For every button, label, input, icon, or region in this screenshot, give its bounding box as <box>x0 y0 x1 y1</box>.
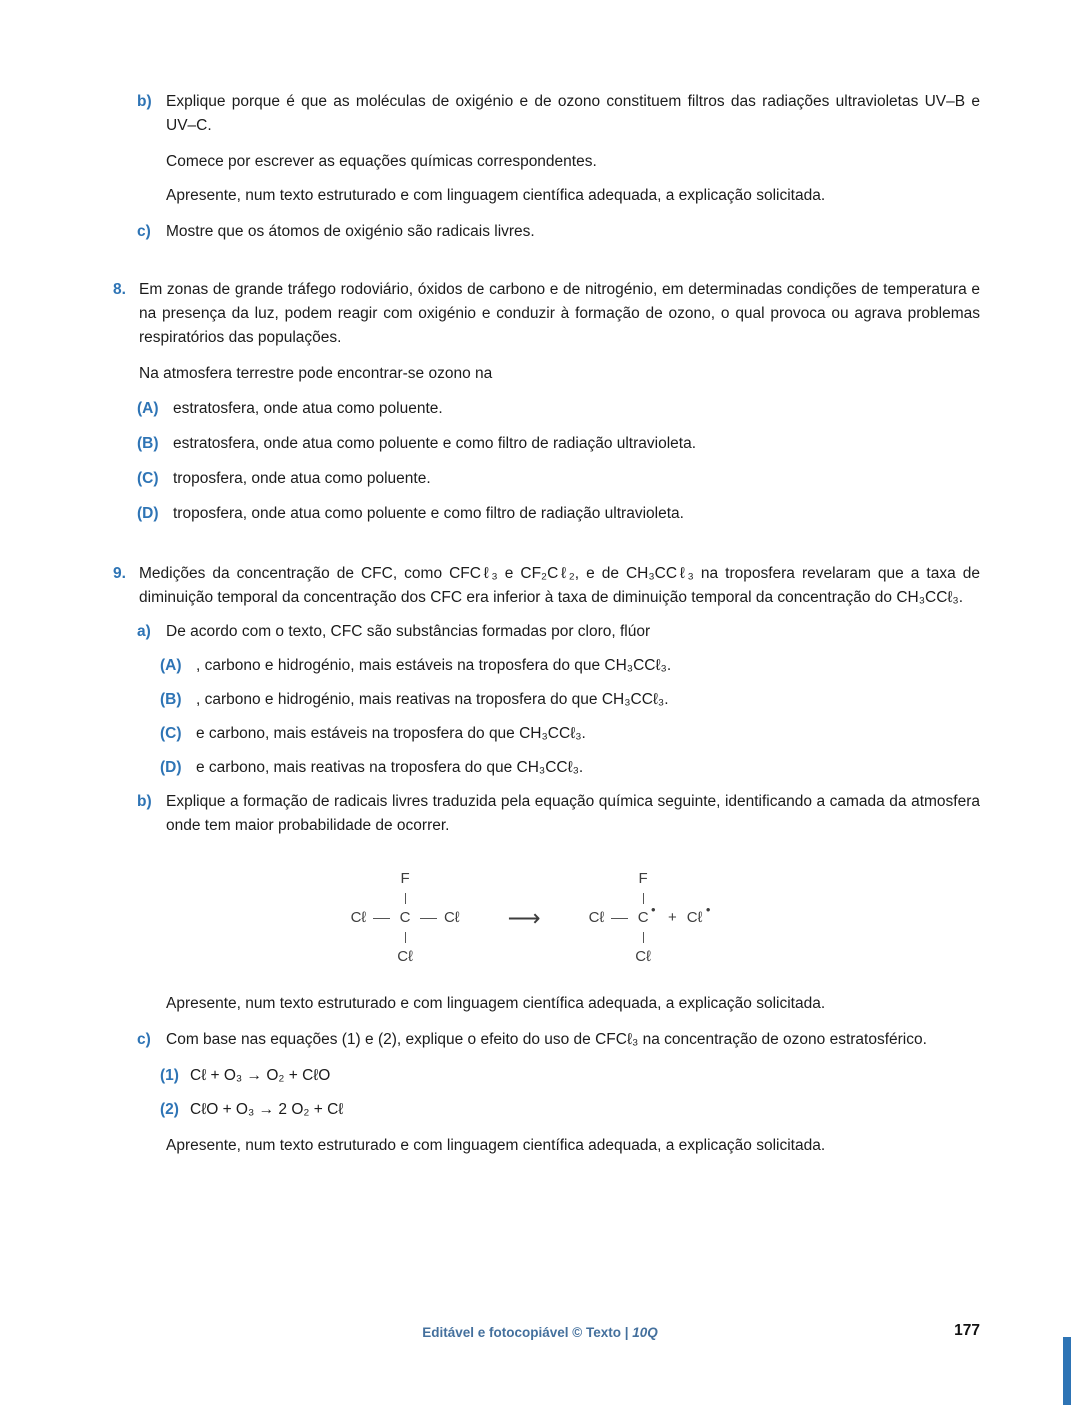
question-9c-label: c) <box>137 1031 151 1048</box>
atom-fluorine: F <box>400 870 410 887</box>
option-row <box>113 654 980 678</box>
bond-vertical <box>643 893 644 904</box>
atom-chlorine-bottom: Cℓ <box>397 948 413 965</box>
option-row <box>113 756 980 780</box>
question-9-number: 9. <box>113 565 126 582</box>
question-9a <box>113 620 980 644</box>
plus-sign: + <box>667 909 677 926</box>
option-c-text: e carbono, mais estáveis na troposfera do que CH₃CCℓ₃. <box>196 725 586 742</box>
equation-1-text: Cℓ + O₃ → O₂ + CℓO <box>190 1067 331 1084</box>
bond-horizontal <box>373 918 390 919</box>
option-row <box>113 688 980 712</box>
question-7c-text: Mostre que os átomos de oxigénio são radicais livres. <box>166 223 535 240</box>
bond-horizontal <box>420 918 437 919</box>
atom-chlorine-right: Cℓ <box>443 909 460 926</box>
question-7b-label: b) <box>137 93 152 110</box>
question-9b-note: Apresente, num texto estruturado e com linguagem científica adequada, a explicação solicitada. <box>166 995 826 1012</box>
option-row <box>113 722 980 746</box>
question-9b-text: Explique a formação de radicais livres traduzida pela equação química seguinte, identificando a camada da atmosfera onde tem maior probabilidade de ocorrer. <box>166 793 980 834</box>
option-d-label: (D) <box>137 505 159 522</box>
page-footer <box>0 1321 1080 1345</box>
plus-chlorine-radical <box>667 902 711 929</box>
option-row <box>113 432 980 456</box>
question-7c <box>113 220 980 244</box>
question-9c <box>113 1028 980 1052</box>
equation-1-label: (1) <box>160 1067 179 1084</box>
atom-chlorine-bottom: Cℓ <box>635 948 651 965</box>
footer-book-code: 10Q <box>632 1325 658 1340</box>
equation-row-2 <box>113 1098 980 1122</box>
option-b-text: estratosfera, onde atua como poluente e como filtro de radiação ultravioleta. <box>173 435 697 452</box>
option-a-label: (A) <box>137 400 159 417</box>
equation-2-label: (2) <box>160 1101 179 1118</box>
option-b-label: (B) <box>137 435 159 452</box>
product-molecule <box>588 868 656 968</box>
footer-credit-text: Editável e fotocopiável © Texto | <box>422 1325 633 1340</box>
radical-dot-icon: • <box>651 902 656 917</box>
atom-carbon: C <box>637 909 649 926</box>
reactant-molecule <box>351 868 460 968</box>
option-c-label: (C) <box>137 470 159 487</box>
option-d-text: e carbono, mais reativas na troposfera do que CH₃CCℓ₃. <box>196 759 584 776</box>
page-edge-accent-bar <box>1063 1337 1071 1405</box>
option-c-label: (C) <box>160 725 182 742</box>
option-d-label: (D) <box>160 759 182 776</box>
bond-vertical <box>643 932 644 943</box>
chem-diagram <box>113 868 940 968</box>
equation-2-text: CℓO + O₃ → 2 O₂ + Cℓ <box>190 1101 344 1118</box>
question-7b-hint-1: Comece por escrever as equações químicas correspondentes. <box>166 153 597 170</box>
free-chlorine-radical <box>686 902 711 929</box>
option-b-text: , carbono e hidrogénio, mais reativas na troposfera do que CH₃CCℓ₃. <box>196 691 669 708</box>
question-7b <box>113 90 980 138</box>
question-8-number: 8. <box>113 281 126 298</box>
option-d-text: troposfera, onde atua como poluente e como filtro de radiação ultravioleta. <box>173 505 684 522</box>
footer-credit <box>0 1321 1080 1345</box>
option-b-label: (B) <box>160 691 182 708</box>
question-9a-label: a) <box>137 623 151 640</box>
bond-vertical <box>405 893 406 904</box>
option-row <box>113 467 980 491</box>
option-c-text: troposfera, onde atua como poluente. <box>173 470 431 487</box>
option-row <box>113 502 980 526</box>
atom-chlorine: Cℓ <box>686 909 703 926</box>
question-8-stem: Na atmosfera terrestre pode encontrar-se ozono na <box>139 365 493 382</box>
question-9c-note: Apresente, num texto estruturado e com linguagem científica adequada, a explicação solicitada. <box>166 1137 826 1154</box>
question-7c-label: c) <box>137 223 151 240</box>
question-7b-hint-2: Apresente, num texto estruturado e com linguagem científica adequada, a explicação solicitada. <box>166 187 826 204</box>
question-7b-text: Explique porque é que as moléculas de oxigénio e de ozono constituem filtros das radiações ultravioletas UV–B e UV–C. <box>166 93 980 134</box>
atom-carbon-radical <box>637 902 656 929</box>
option-a-text: estratosfera, onde atua como poluente. <box>173 400 443 417</box>
option-row <box>113 397 980 421</box>
question-8 <box>113 278 980 350</box>
equation-row-1 <box>113 1064 980 1088</box>
atom-chlorine-left: Cℓ <box>350 909 367 926</box>
question-9c-text: Com base nas equações (1) e (2), explique o efeito do uso de CFCℓ₃ na concentração de ozono estratosférico. <box>166 1031 927 1048</box>
radical-dot-icon: • <box>705 902 711 917</box>
question-9b-label: b) <box>137 793 152 810</box>
question-9a-stem: De acordo com o texto, CFC são substâncias formadas por cloro, flúor <box>166 623 651 640</box>
bond-vertical <box>405 932 406 943</box>
atom-fluorine: F <box>638 870 648 887</box>
question-9 <box>113 562 980 610</box>
question-8-intro: Em zonas de grande tráfego rodoviário, óxidos de carbono e de nitrogénio, em determinadas condições de temperatura e na presença da luz, podem reagir com oxigénio e conduzir à formação de ozono, o qual provoca ou agrava problemas respiratórios das populações. <box>139 281 980 346</box>
bond-horizontal <box>611 918 628 919</box>
option-a-text: , carbono e hidrogénio, mais estáveis na troposfera do que CH₃CCℓ₃. <box>196 657 672 674</box>
atom-carbon: C <box>399 909 411 926</box>
page-number: 177 <box>954 1322 980 1339</box>
atom-chlorine-left: Cℓ <box>588 909 605 926</box>
option-a-label: (A) <box>160 657 182 674</box>
reaction-arrow-icon: ⟶ <box>507 905 541 931</box>
question-9b <box>113 790 980 838</box>
question-9-intro: Medições da concentração de CFC, como CFCℓ₃ e CF₂Cℓ₂, e de CH₃CCℓ₃ na troposfera revelaram que a taxa de diminuição temporal da concentração dos CFC era inferior à taxa de diminuição temporal da concentração do CH₃CCℓ₃. <box>139 565 980 606</box>
